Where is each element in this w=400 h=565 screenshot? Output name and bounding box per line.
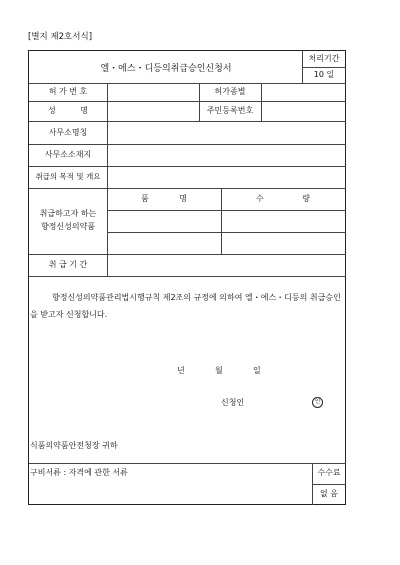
name-label: 성 명 xyxy=(48,106,88,115)
office-name-label: 사무소명칭 xyxy=(48,128,88,137)
date-month: 월 xyxy=(215,366,223,375)
handling-period-label: 취 급 기 간 xyxy=(48,260,88,269)
substances-label-line2: 향정신성의약품 xyxy=(40,222,96,231)
item-name-column-header: 품 명 xyxy=(141,194,187,203)
processing-period-value: 10 일 xyxy=(313,70,335,79)
resident-number-label: 주민등록번호 xyxy=(206,106,254,115)
fee-label: 수수료 xyxy=(317,468,341,477)
application-form xyxy=(28,50,346,505)
permit-type-label: 허가종별 xyxy=(214,87,246,96)
addressee: 식품의약품안전청장 귀하 xyxy=(30,441,118,450)
permit-number-label: 허 가 번 호 xyxy=(48,87,88,96)
fee-value: 없 음 xyxy=(320,489,338,498)
date-day: 일 xyxy=(253,366,261,375)
applicant-label: 신청인 xyxy=(221,398,245,407)
form-title: 엘・에스・디등의취급승인신청서 xyxy=(100,64,232,74)
purpose-label: 취급의 목적 및 개요 xyxy=(35,172,101,181)
form-number-label: [별지 제2호서식] xyxy=(28,32,93,42)
required-documents: 구비서류 : 자격에 관한 서류 xyxy=(30,468,128,477)
declaration-text: 향정신성의약품관리법시행규칙 제2조의 규정에 의하여 엘・에스・디등의 취급승인을 받고자 신청합니다. xyxy=(30,293,341,319)
quantity-column-header: 수 량 xyxy=(256,194,310,203)
seal-mark: 인 xyxy=(312,397,323,408)
office-address-label: 사무소소재지 xyxy=(44,150,92,159)
date-year: 년 xyxy=(177,366,185,375)
substances-label-line1: 취급하고자 하는 xyxy=(39,209,97,218)
processing-period-label: 처리기간 xyxy=(308,54,340,63)
